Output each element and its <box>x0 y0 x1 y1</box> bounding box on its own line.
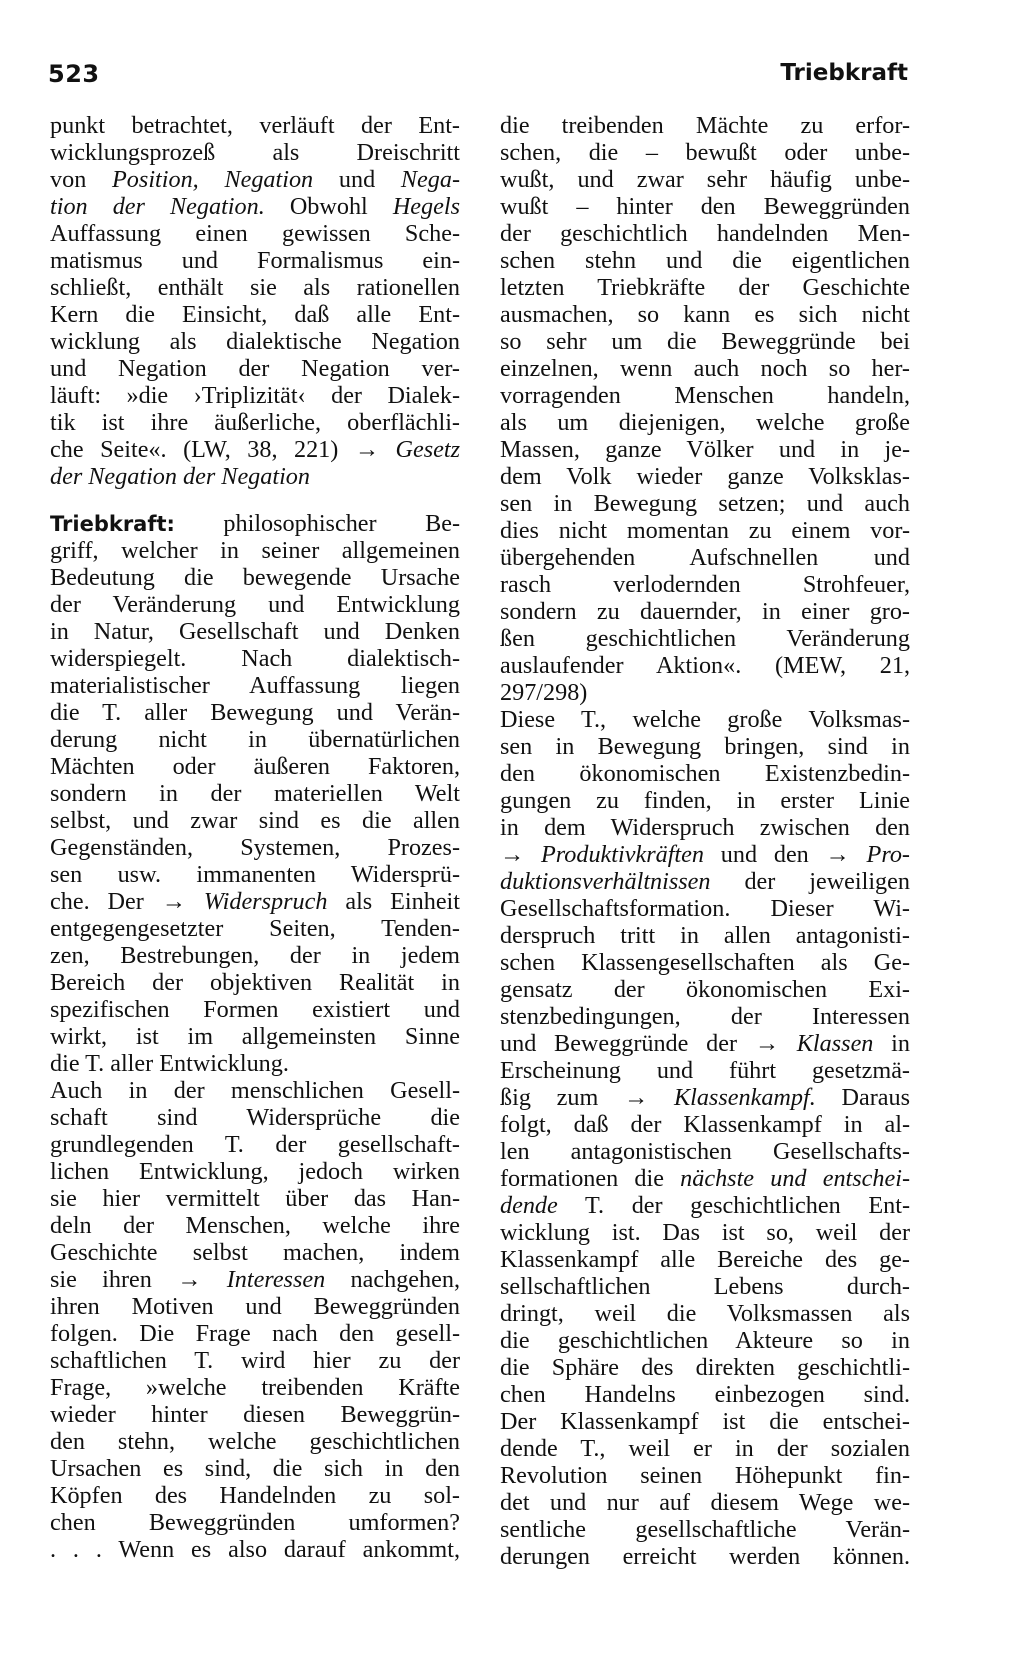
text-line: schaftlichen T. wird hier zu der <box>50 1347 460 1374</box>
text-line: so sehr um die Beweggründe bei <box>500 328 910 355</box>
text-line: griff, welcher in seiner allgemeinen <box>50 537 460 564</box>
text-line: und Negation der Negation ver- <box>50 355 460 382</box>
text-segment: Daraus <box>815 1084 910 1111</box>
italic-term: der Negation der Negation <box>50 463 310 490</box>
text-line: läuft: »die ›Triplizität‹ der Dialek- <box>50 382 460 409</box>
text-line: sen in Bewegung setzen; und auch <box>500 490 910 517</box>
italic-term: Gesetz <box>395 436 460 463</box>
text-line: Gegenständen, Systemen, Prozes- <box>50 834 460 861</box>
italic-term: Widerspruch <box>203 888 328 915</box>
text-line: matismus und Formalismus ein- <box>50 247 460 274</box>
text-segment: philosophischer Be- <box>174 510 460 537</box>
italic-term: Hegels <box>392 193 460 220</box>
text-line: folgen. Die Frage nach den gesell- <box>50 1320 460 1347</box>
text-line: gensatz der ökonomischen Exi- <box>500 976 910 1003</box>
italic-term: nächste und entschei- <box>680 1165 910 1192</box>
text-segment: che. Der → <box>50 888 204 915</box>
text-line: Auch in der menschlichen Gesell- <box>50 1077 460 1104</box>
text-line: stenzbedingungen, der Interessen <box>500 1003 910 1030</box>
page-number: 523 <box>48 60 100 88</box>
text-line: sie hier vermittelt über das Han- <box>50 1185 460 1212</box>
text-line: Massen, ganze Völker und in je- <box>500 436 910 463</box>
paragraph-gap <box>50 490 460 510</box>
text-line: Gesellschaftsformation. Dieser Wi- <box>500 895 910 922</box>
page-header <box>48 60 908 100</box>
text-line: sen usw. immanenten Widersprü- <box>50 861 460 888</box>
left-column <box>50 112 460 1563</box>
text-line: chen Beweggründen umformen? <box>50 1509 460 1536</box>
text-segment: und den → <box>703 841 867 868</box>
text-line: Erscheinung und führt gesetzmä- <box>500 1057 910 1084</box>
entry-keyword: Triebkraft: <box>50 512 175 536</box>
text-line: lichen Entwicklung, jedoch wirken <box>50 1158 460 1185</box>
text-line: dem Volk wieder ganze Volksklas- <box>500 463 910 490</box>
text-segment: T. der geschichtlichen Ent- <box>557 1192 910 1219</box>
italic-term: Pro- <box>866 841 910 868</box>
italic-term: Produktivkräften <box>540 841 704 868</box>
text-line: tik ist ihre äußerliche, oberflächli- <box>50 409 460 436</box>
text-line <box>500 1030 910 1057</box>
text-line: len antagonistischen Gesellschafts- <box>500 1138 910 1165</box>
text-line <box>50 1266 460 1293</box>
text-line: Bedeutung die bewegende Ursache <box>50 564 460 591</box>
text-line: als um diejenigen, welche große <box>500 409 910 436</box>
italic-term: Klassenkampf. <box>673 1084 816 1111</box>
text-line: ßen geschichtlichen Veränderung <box>500 625 910 652</box>
text-line: grundlegenden T. der gesellschaft- <box>50 1131 460 1158</box>
text-line: sondern in der materiellen Welt <box>50 780 460 807</box>
italic-term: Klassen <box>796 1030 874 1057</box>
italic-term: Interessen <box>226 1266 326 1293</box>
text-line: wirkt, ist im allgemeinsten Sinne <box>50 1023 460 1050</box>
text-line: chen Handelns einbezogen sind. <box>500 1381 910 1408</box>
text-segment: der jeweiligen <box>710 868 910 895</box>
text-line: Revolution seinen Höhepunkt fin- <box>500 1462 910 1489</box>
text-segment: und <box>313 166 401 193</box>
text-segment: von <box>50 166 113 193</box>
text-line: Mächten oder äußeren Faktoren, <box>50 753 460 780</box>
text-line: Köpfen des Handelnden zu sol- <box>50 1482 460 1509</box>
text-segment: ßig zum → <box>500 1084 674 1111</box>
text-segment: → <box>500 841 541 868</box>
text-line: Bereich der objektiven Realität in <box>50 969 460 996</box>
text-line: Auffassung einen gewissen Sche- <box>50 220 460 247</box>
text-line <box>500 1165 910 1192</box>
text-line: die T. aller Entwicklung. <box>50 1050 289 1077</box>
italic-term: Position, Negation <box>112 166 314 193</box>
text-line: dende T., weil er in der sozialen <box>500 1435 910 1462</box>
text-line: widerspiegelt. Nach dialektisch- <box>50 645 460 672</box>
text-line: wußt, und zwar sehr häufig unbe- <box>500 166 910 193</box>
text-line: dies nicht momentan zu einem vor- <box>500 517 910 544</box>
text-line: 297/298) <box>500 679 588 706</box>
italic-term: duktionsverhältnissen <box>500 868 711 895</box>
text-line: selbst, und zwar sind es die allen <box>50 807 460 834</box>
text-line: letzten Triebkräfte der Geschichte <box>500 274 910 301</box>
text-line: der geschichtlich handelnden Men- <box>500 220 910 247</box>
text-line: sellschaftlichen Lebens durch- <box>500 1273 910 1300</box>
text-line: Kern die Einsicht, daß alle Ent- <box>50 301 460 328</box>
text-line <box>500 1192 910 1219</box>
text-line <box>50 510 460 537</box>
text-line: Klassenkampf alle Bereiche des ge- <box>500 1246 910 1273</box>
right-column <box>500 112 910 1570</box>
text-line: die Sphäre des direkten geschichtli- <box>500 1354 910 1381</box>
text-line: spezifischen Formen existiert und <box>50 996 460 1023</box>
text-line: derungen erreicht werden können. <box>500 1543 910 1570</box>
text-line: auslaufender Aktion«. (MEW, 21, <box>500 652 910 679</box>
text-line: schen, die – bewußt oder unbe- <box>500 139 910 166</box>
text-segment: in <box>873 1030 910 1057</box>
text-line: Frage, »welche treibenden Kräfte <box>50 1374 460 1401</box>
text-line: schließt, enthält sie als rationellen <box>50 274 460 301</box>
text-line <box>50 193 460 220</box>
text-line: den stehn, welche geschichtlichen <box>50 1428 460 1455</box>
running-head: Triebkraft <box>780 60 908 86</box>
text-line: ihren Motiven und Beweggründen <box>50 1293 460 1320</box>
text-line: deln der Menschen, welche ihre <box>50 1212 460 1239</box>
text-line: sen in Bewegung bringen, sind in <box>500 733 910 760</box>
text-segment: als Einheit <box>327 888 460 915</box>
text-line: übergehenden Aufschnellen und <box>500 544 910 571</box>
text-line: einzelnen, wenn auch noch so her- <box>500 355 910 382</box>
text-segment: formationen die <box>500 1165 681 1192</box>
text-segment: und Beweggründe der → <box>500 1030 797 1057</box>
text-line: wicklung als dialektische Negation <box>50 328 460 355</box>
text-line: die T. aller Bewegung und Verän- <box>50 699 460 726</box>
text-line: punkt betrachtet, verläuft der Ent- <box>50 112 460 139</box>
text-segment: sie ihren → <box>50 1266 227 1293</box>
text-line: sondern zu dauernder, in einer gro- <box>500 598 910 625</box>
text-line: vorragenden Menschen handeln, <box>500 382 910 409</box>
text-line: Geschichte selbst machen, indem <box>50 1239 460 1266</box>
text-line: dringt, weil die Volksmassen als <box>500 1300 910 1327</box>
text-line: materialistischer Auffassung liegen <box>50 672 460 699</box>
text-line: wußt – hinter den Beweggründen <box>500 193 910 220</box>
text-segment: nachgehen, <box>325 1266 460 1293</box>
text-segment: Obwohl <box>264 193 393 220</box>
text-line: gungen zu finden, in erster Linie <box>500 787 910 814</box>
text-line: derung nicht in übernatürlichen <box>50 726 460 753</box>
text-line <box>500 841 910 868</box>
text-line: Ursachen es sind, die sich in den <box>50 1455 460 1482</box>
text-line: schaft sind Widersprüche die <box>50 1104 460 1131</box>
text-line: die geschichtlichen Akteure so in <box>500 1327 910 1354</box>
text-line: det und nur auf diesem Wege we- <box>500 1489 910 1516</box>
text-line: sentliche gesellschaftliche Verän- <box>500 1516 910 1543</box>
text-line: wicklung ist. Das ist so, weil der <box>500 1219 910 1246</box>
text-line <box>500 1084 910 1111</box>
text-line: zen, Bestrebungen, der in jedem <box>50 942 460 969</box>
text-line <box>500 868 910 895</box>
text-line: . . . Wenn es also darauf ankommt, <box>50 1536 460 1563</box>
italic-term: tion der Negation. <box>50 193 265 220</box>
text-line <box>50 436 460 463</box>
text-line <box>50 888 460 915</box>
italic-term: Nega- <box>400 166 460 193</box>
text-line: schen Klassengesellschaften als Ge- <box>500 949 910 976</box>
text-line: Der Klassenkampf ist die entschei- <box>500 1408 910 1435</box>
text-line: wicklungsprozeß als Dreischritt <box>50 139 460 166</box>
text-line: in Natur, Gesellschaft und Denken <box>50 618 460 645</box>
text-line: den ökonomischen Existenzbedin- <box>500 760 910 787</box>
italic-term: dende <box>500 1192 558 1219</box>
text-line: Diese T., welche große Volksmas- <box>500 706 910 733</box>
text-line: wieder hinter diesen Beweggrün- <box>50 1401 460 1428</box>
text-line: entgegengesetzter Seiten, Tenden- <box>50 915 460 942</box>
text-line <box>50 463 460 490</box>
text-line: die treibenden Mächte zu erfor- <box>500 112 910 139</box>
text-line: rasch verlodernden Strohfeuer, <box>500 571 910 598</box>
text-segment: che Seite«. (LW, 38, 221) → <box>50 436 396 463</box>
text-line: schen stehn und die eigentlichen <box>500 247 910 274</box>
text-line: derspruch tritt in allen antagonisti- <box>500 922 910 949</box>
text-line: in dem Widerspruch zwischen den <box>500 814 910 841</box>
text-line <box>50 166 460 193</box>
text-line: ausmachen, so kann es sich nicht <box>500 301 910 328</box>
text-line: der Veränderung und Entwicklung <box>50 591 460 618</box>
text-line: folgt, daß der Klassenkampf in al- <box>500 1111 910 1138</box>
